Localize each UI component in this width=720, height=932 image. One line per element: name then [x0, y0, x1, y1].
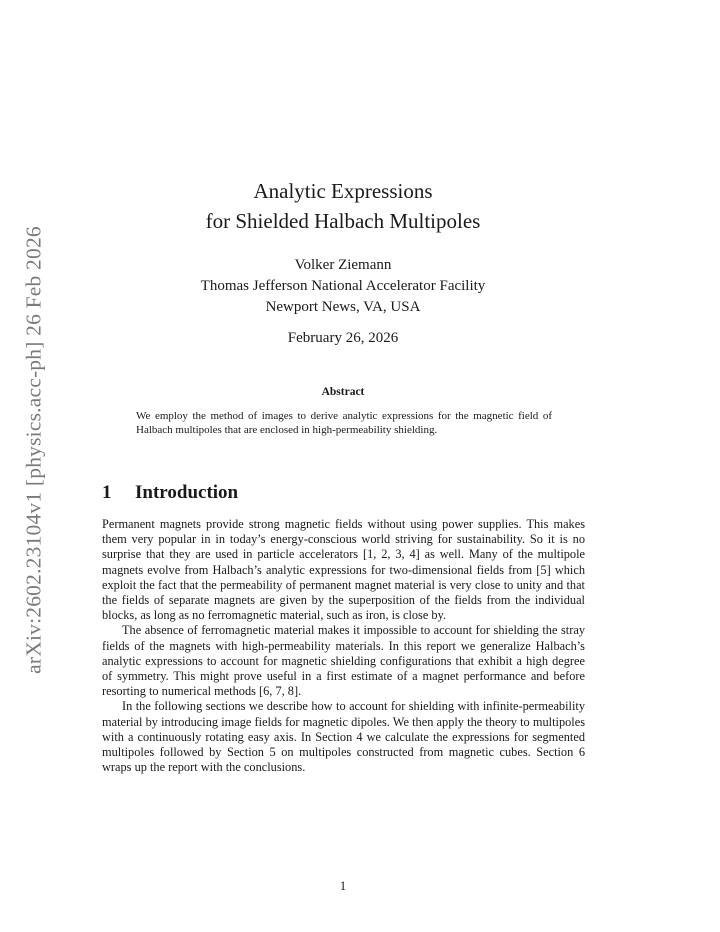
author-name: Volker Ziemann [294, 257, 392, 273]
body-paragraph: Permanent magnets provide strong magnetic fields without using power supplies. This makes them very popular in in today’s energy-conscious world striving for sustainability. So it is no surprise that they are used in particle accelerators [1, 2, 3, 4] as well. Many of the multipole magnets evolve from Halbach’s analytic expressions for two-dimensional fields from [5] which exploit the fact that the permeability of permanent magnet material is very close to unity and that the fields of separate magnets are given by the superposition of the fields from the individual blocks, as long as no ferromagnetic material, such as iron, is close by. [102, 517, 585, 623]
abstract-text: We employ the method of images to derive analytic expressions for the magnetic field of Halbach multipoles that are enclosed in high-permeability shielding. [136, 410, 552, 436]
section-body [102, 517, 585, 775]
title-line: for Shielded Halbach Multipoles [205, 209, 481, 233]
paper-date: February 26, 2026 [287, 330, 399, 346]
body-paragraph: In the following sections we describe how to account for shielding with infinite-permeability material by introducing image fields for magnetic dipoles. We then apply the theory to multipoles with a continuously rotating easy axis. In Section 4 we calculate the expressions for segmented multipoles followed by Section 5 on multipoles constructed from magnetic cubes. Section 6 wraps up the report with the conclusions. [102, 699, 585, 775]
body-paragraph: The absence of ferromagnetic material makes it impossible to account for shielding the stray fields of the magnets with high-permeability materials. In this report we generalize Halbach’s analytic expressions to account for magnetic shielding configurations that exhibit a high degree of symmetry. This might prove useful in a first estimate of a magnet performance and before resorting to numerical methods [6, 7, 8]. [102, 623, 585, 699]
section-number: 1 [102, 482, 112, 503]
paper-title [0, 176, 686, 236]
section-heading [102, 482, 238, 504]
section-title: Introduction [135, 482, 239, 503]
abstract-heading: Abstract [321, 386, 365, 398]
author-affiliation: Thomas Jefferson National Accelerator Facility [200, 278, 486, 294]
page-number: 1 [339, 879, 347, 893]
arxiv-identifier-stamp: arXiv:2602.23104v1 [physics.acc-ph] 26 Feb 2026 [21, 226, 46, 674]
title-line: Analytic Expressions [253, 179, 433, 203]
author-block [0, 255, 686, 318]
author-location: Newport News, VA, USA [265, 299, 421, 315]
